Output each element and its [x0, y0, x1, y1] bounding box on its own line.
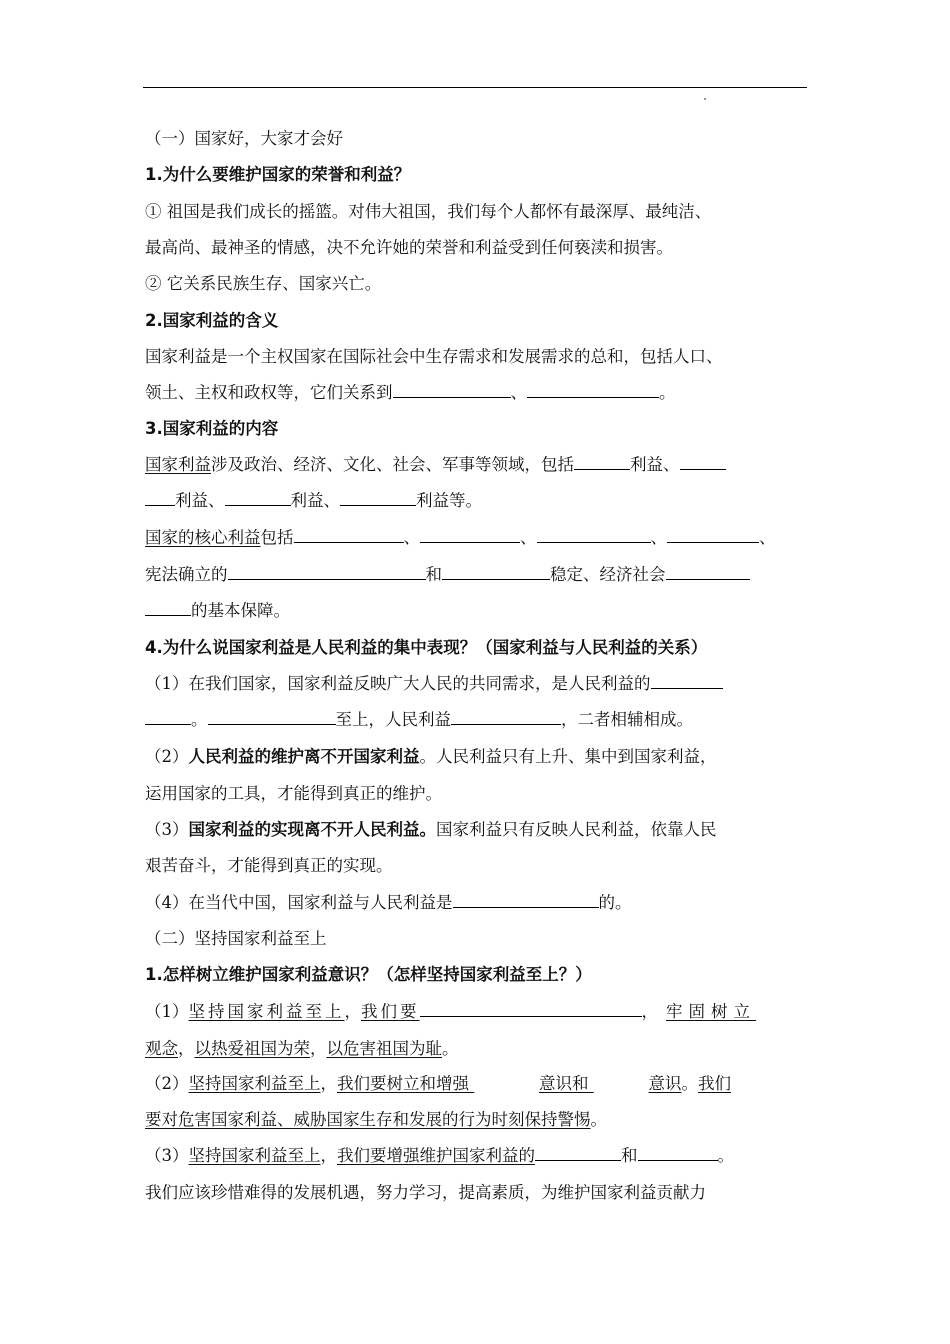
- fill-blank[interactable]: [225, 491, 291, 506]
- fill-blank[interactable]: [651, 674, 723, 689]
- paragraph-line: 艰苦奋斗，才能得到真正的实现。: [145, 856, 393, 875]
- fill-blank[interactable]: [451, 710, 561, 725]
- paragraph-line: （3）国家利益的实现离不开人民利益。国家利益只有反映人民利益，依靠人民: [145, 820, 717, 839]
- fill-blank[interactable]: [453, 893, 599, 908]
- paragraph-line: （1）在我们国家，国家利益反映广大人民的共同需求，是人民利益的: [145, 673, 723, 695]
- paragraph-line: （4）在当代中国，国家利益与人民利益是 的。: [145, 893, 632, 912]
- paragraph-line: 运用国家的工具，才能得到真正的维护。: [145, 784, 442, 803]
- fill-blank[interactable]: [469, 1073, 539, 1095]
- fill-blank[interactable]: [667, 528, 759, 543]
- question-heading: 2.国家利益的含义: [145, 311, 279, 330]
- fill-blank[interactable]: [145, 710, 191, 725]
- paragraph-line: 的基本保障。: [145, 600, 290, 622]
- fill-blank[interactable]: [680, 455, 726, 470]
- paragraph-line: ② 它关系民族生存、国家兴亡。: [145, 274, 382, 293]
- paragraph-line: 国家的核心利益包括 、 、 、 、: [145, 528, 776, 547]
- paragraph-line: 宪法确立的 和 稳定、经济社会: [145, 564, 750, 586]
- fill-blank[interactable]: [589, 1073, 649, 1095]
- paragraph-line: 领土、主权和政权等，它们关系到 、 。: [145, 383, 676, 402]
- fill-blank[interactable]: [574, 455, 630, 470]
- paragraph-line: （2）人民利益的维护离不开国家利益。人民利益只有上升、集中到国家利益，: [145, 747, 717, 766]
- paragraph-line: （2）坚持国家利益至上，我们要树立和增强 意识和 意识。我们: [145, 1074, 731, 1093]
- fill-blank[interactable]: [420, 1002, 642, 1017]
- fill-blank[interactable]: [638, 1146, 718, 1161]
- question-heading: 4.为什么说国家利益是人民利益的集中表现？（国家利益与人民利益的关系）: [145, 638, 708, 657]
- paragraph-line: 。 至上，人民利益 ，二者相辅相成。: [145, 709, 693, 731]
- header-dot: [704, 98, 706, 100]
- section-heading: （二）坚持国家利益至上: [145, 929, 327, 948]
- fill-blank[interactable]: [294, 528, 404, 543]
- paragraph-line: 我们应该珍惜难得的发展机遇，努力学习，提高素质，为维护国家利益贡献力: [145, 1183, 706, 1202]
- paragraph-line: 国家利益涉及政治、经济、文化、社会、军事等领域，包括 利益、: [145, 454, 726, 476]
- paragraph-line: （3）坚持国家利益至上，我们要增强维护国家利益的 和 。: [145, 1146, 734, 1165]
- fill-blank[interactable]: [228, 565, 426, 580]
- paragraph-line: 国家利益是一个主权国家在国际社会中生存需求和发展需求的总和，包括人口、: [145, 347, 723, 366]
- paragraph-line: 利益、 利益、 利益等。: [145, 490, 482, 512]
- header-rule: [143, 87, 807, 88]
- fill-blank[interactable]: [145, 601, 191, 616]
- fill-blank[interactable]: [340, 491, 416, 506]
- paragraph-line: 要对危害国家利益、威胁国家生存和发展的行为时刻保持警惕。: [145, 1110, 607, 1129]
- question-heading: 1.为什么要维护国家的荣誉和利益？: [145, 165, 411, 184]
- fill-blank[interactable]: [535, 1146, 621, 1161]
- question-heading: 1.怎样树立维护国家利益意识？（怎样坚持国家利益至上？）: [145, 965, 592, 984]
- fill-blank[interactable]: [527, 383, 659, 398]
- paragraph-line: 最高尚、最神圣的情感，决不允许她的荣誉和利益受到任何亵渎和损害。: [145, 238, 673, 257]
- paragraph-line: ① 祖国是我们成长的摇篮。对伟大祖国，我们每个人都怀有最深厚、最纯洁、: [145, 202, 712, 221]
- fill-blank[interactable]: [145, 491, 175, 506]
- fill-blank[interactable]: [537, 528, 651, 543]
- fill-blank[interactable]: [393, 383, 511, 398]
- section-heading: （一）国家好，大家才会好: [145, 129, 343, 148]
- question-heading: 3.国家利益的内容: [145, 419, 279, 438]
- fill-blank[interactable]: [420, 528, 520, 543]
- fill-blank[interactable]: [666, 565, 750, 580]
- paragraph-line: （1）坚持国家利益至上，我们要 ， 牢固树立: [145, 1002, 756, 1021]
- paragraph-line: 观念，以热爱祖国为荣，以危害祖国为耻。: [145, 1039, 459, 1058]
- fill-blank[interactable]: [442, 565, 550, 580]
- fill-blank[interactable]: [208, 710, 336, 725]
